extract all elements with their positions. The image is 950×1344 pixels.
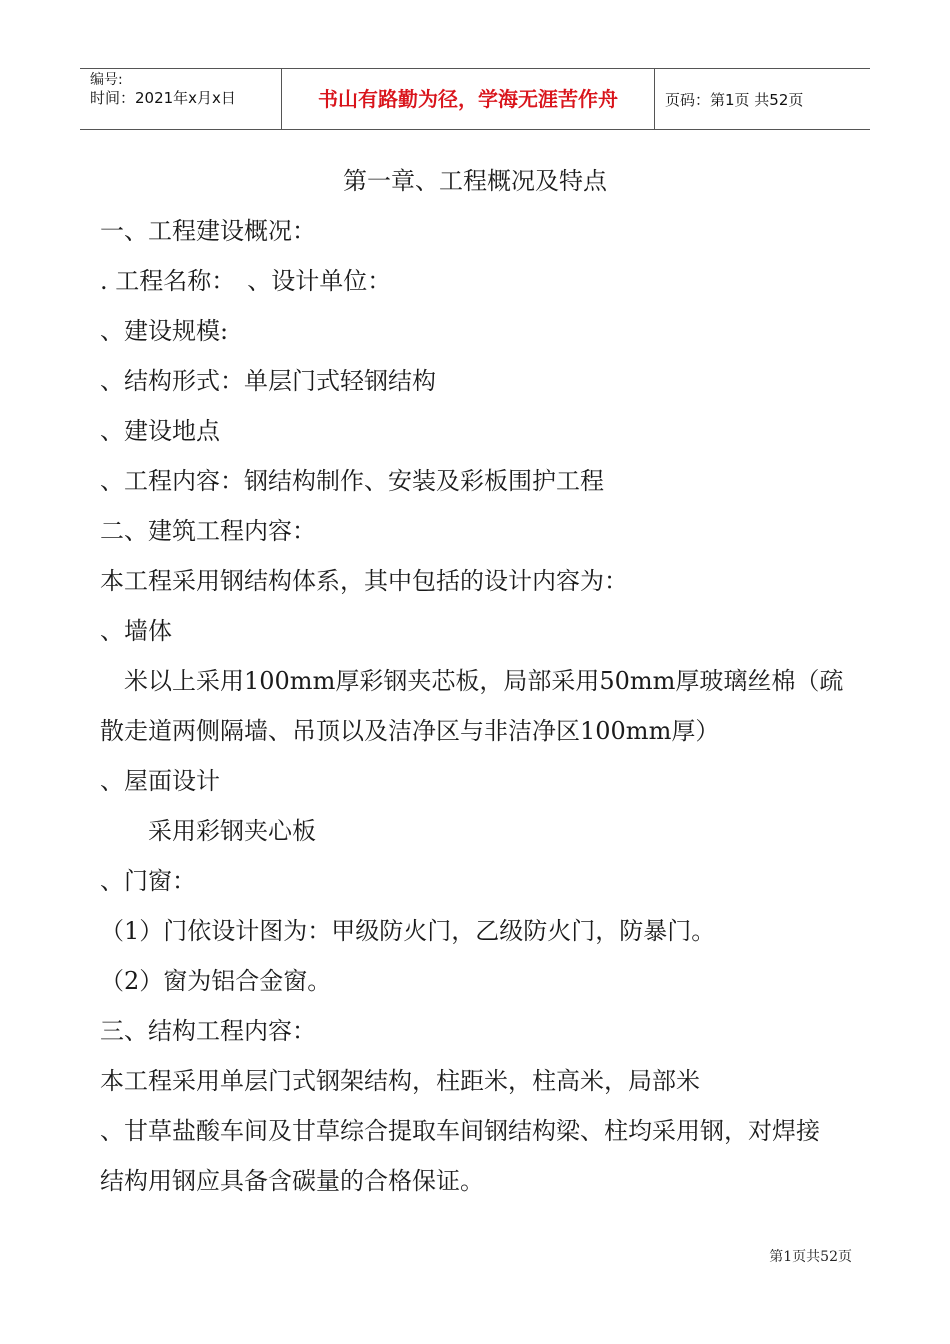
header-middle-cell [281, 69, 655, 129]
header-page-number: 页码：第1页 共52页 [665, 91, 804, 109]
body-line: 本工程采用钢结构体系，其中包括的设计内容为： [100, 567, 628, 595]
body-line: 、甘草盐酸车间及甘草综合提取车间钢结构梁、柱均采用钢，对焊接 [100, 1117, 820, 1145]
chapter-title: 第一章、工程概况及特点 [343, 167, 607, 195]
section-heading: 三、结构工程内容： [100, 1017, 316, 1045]
body-line: 、门窗： [100, 867, 196, 895]
body-line: 、工程内容：钢结构制作、安装及彩板围护工程 [100, 467, 604, 495]
page-header [80, 68, 870, 130]
section-heading: 一、工程建设概况： [100, 217, 316, 245]
serial-number-label: 编号: [90, 72, 123, 88]
body-line: 散走道两侧隔墙、吊顶以及洁净区与非洁净区100mm厚） [100, 717, 720, 745]
body-line: 本工程采用单层门式钢架结构，柱距米，柱高米，局部米 [100, 1067, 700, 1095]
body-line: 、墙体 [100, 617, 172, 645]
body-line: . 工程名称： 、设计单位： [100, 267, 392, 295]
body-line: 、结构形式：单层门式轻钢结构 [100, 367, 436, 395]
body-line: （2）窗为铝合金窗。 [100, 967, 332, 995]
body-line: 、屋面设计 [100, 767, 220, 795]
page-footer-number: 第1页共52页 [769, 1249, 852, 1265]
motto-text: 书山有路勤为径，学海无涯苦作舟 [318, 87, 618, 111]
body-line: 采用彩钢夹心板 [100, 817, 316, 845]
body-line: 米以上采用100mm厚彩钢夹芯板，局部采用50mm厚玻璃丝棉（疏 [100, 667, 844, 695]
body-line: 结构用钢应具备含碳量的合格保证。 [100, 1167, 484, 1195]
header-right-cell [655, 69, 870, 129]
body-line: 、建设地点 [100, 417, 220, 445]
header-left-cell [80, 69, 281, 129]
body-line: （1）门依设计图为：甲级防火门，乙级防火门，防暴门。 [100, 917, 716, 945]
date-text: 时间：2021年x月x日 [90, 89, 236, 107]
body-line: 、建设规模: [100, 317, 229, 345]
section-heading: 二、建筑工程内容： [100, 517, 316, 545]
